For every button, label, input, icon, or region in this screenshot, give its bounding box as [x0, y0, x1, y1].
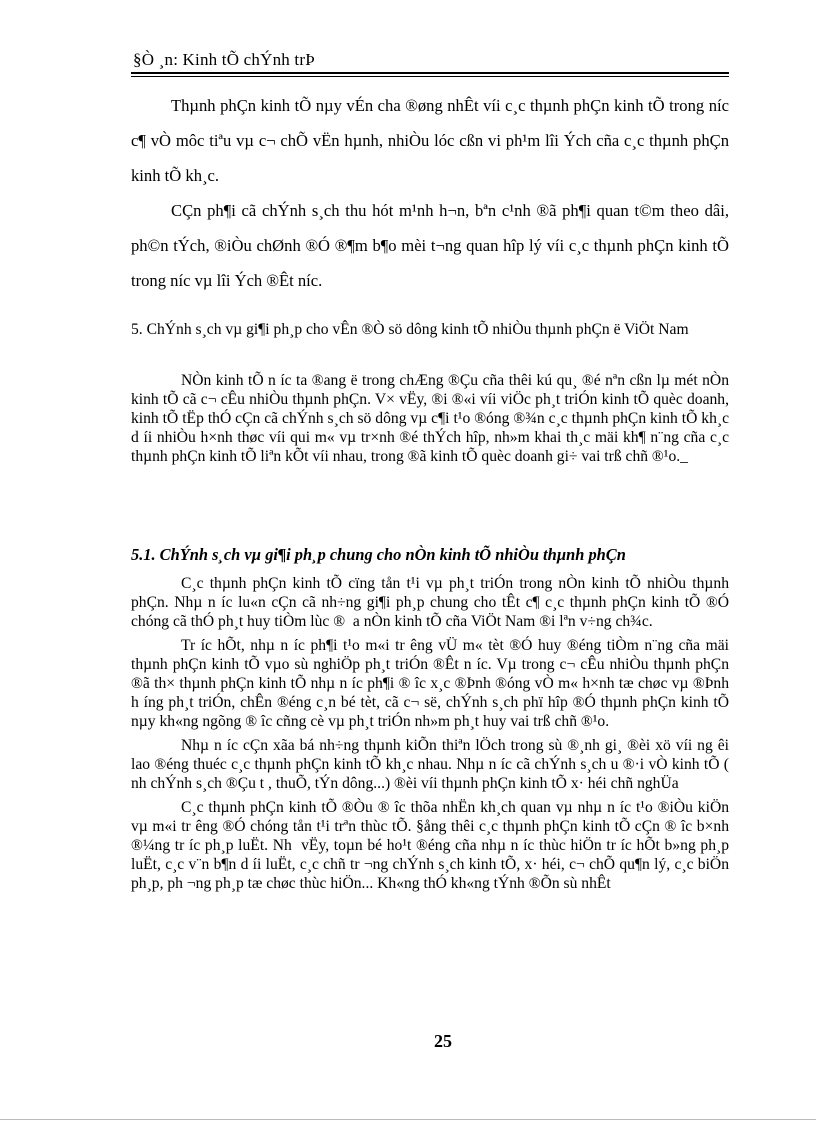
section-5-1-heading: 5.1. ChÝnh s¸ch vµ gi¶i ph¸p chung cho nÒn kinh tÕ nhiÒu thµnh phÇn [131, 545, 626, 564]
header-rule-thick [131, 72, 729, 74]
section-5-heading: 5. ChÝnh s¸ch vµ gi¶i ph¸p cho vÊn ®Ò sö dông kinh tÕ nhiÒu thµnh phÇn ë ViÖt Nam [131, 321, 689, 338]
page-bottom-edge [0, 1119, 816, 1120]
intro-paragraph-1: Thµnh phÇn kinh tÕ nµy vÉn cha ®øng nhÊt víi c¸c thµnh phÇn kinh tÕ trong níc c¶ vÒ môc tiªu vµ c¬ chÕ vËn hµnh, nhiÒu lóc cßn vi ph¹m lîi Ých cña c¸c thµnh phÇn kinh tÕ kh¸c. [131, 96, 729, 185]
section-5-paragraph: NÒn kinh tÕ n íc ta ®ang ë trong chÆng ®Çu cña thêi kú qu¸ ®é nªn cßn lµ mét nÒn kinh tÕ cã c¬ cÊu nhiÒu thµnh phÇn. V× vËy, ®i ®«i víi viÖc ph¸t triÓn kinh tÕ quèc doanh, kinh tÕ tËp thÓ cÇn cã chÝnh s¸ch sö dông vµ c¶i t¹o ®óng ®¾n c¸c thµnh phÇn kinh tÕ kh¸c d íi nhiÒu h×nh thøc víi qui m« vµ tr×nh ®é thÝch hîp, nh»m khai th¸c mäi kh¶ n¨ng cña c¸c thµnh phÇn kinh tÕ liªn kÕt víi nhau, trong ®ã kinh tÕ quèc doanh gi÷ vai trß chñ ®¹o._ [131, 372, 729, 465]
section-5-1-paragraph-2: Tr íc hÕt, nhµ n íc ph¶i t¹o m«i tr êng vÜ m« tèt ®Ó huy ®éng tiÒm n¨ng cña mäi thµnh phÇn kinh tÕ vµo sù nghiÖp ph¸t triÓn ®Êt n íc. Vµ trong c¬ cÊu nhiÒu thµnh phÇn ®ã th× thµnh phÇn kinh tÕ nhµ n íc ph¶i ® îc x¸c ®Þnh ®óng vÒ m« h×nh tæ chøc vµ ®Þnh h íng ph¸t triÓn, chÊn ®éng c¸n bé tèt, cã c¬ së, chÝnh s¸ch phï hîp ®Ó thµnh phÇn kinh tÕ nµy kh«ng ngõng ® îc cñng cè vµ ph¸t triÓn nh»m ph¸t huy vai trß chñ ®¹o. [131, 637, 729, 730]
intro-paragraph-2: CÇn ph¶i cã chÝnh s¸ch thu hót m¹nh h¬n, bªn c¹nh ®ã ph¶i quan t©m theo dâi, ph©n tÝch, ®iÒu chØnh ®Ó ®¶m b¶o mèi t¬ng quan hîp lý víi c¸c thµnh phÇn kinh tÕ trong níc vµ lîi Ých ®Êt níc. [131, 201, 729, 290]
running-header: §Ò ¸n: Kinh tÕ chÝnh trÞ [133, 50, 315, 69]
intro-text [131, 88, 729, 298]
section-5-1-paragraph-4: C¸c thµnh phÇn kinh tÕ ®Òu ® îc thõa nhËn kh¸ch quan vµ nhµ n íc t¹o ®iÒu kiÖn vµ m«i tr êng ®Ó chóng tån t¹i trªn thùc tÕ. §ång thêi c¸c thµnh phÇn kinh tÕ cÇn ® îc b×nh ®¼ng tr íc ph¸p luËt. Nh vËy, toµn bé ho¹t ®éng cña nhµ n íc thùc hiÖn tr íc hÕt b»ng ph¸p luËt, c¸c v¨n b¶n d íi luËt, c¸c chñ tr ¬ng chÝnh s¸ch kinh tÕ, x· héi, c¬ chÕ qu¶n lý, c¸c biÖn ph¸p, ph ¬ng ph¸p tæ chøc thùc hiÖn... Kh«ng thÓ kh«ng tÝnh ®Õn sù nhÊt [131, 799, 729, 892]
section-5-1-paragraph-1: C¸c thµnh phÇn kinh tÕ cïng tån t¹i vµ ph¸t triÓn trong nÒn kinh tÕ nhiÒu thµnh phÇn. Nhµ n íc lu«n cÇn cã nh÷ng gi¶i ph¸p chung cho tÊt c¶ c¸c thµnh phÇn kinh tÕ ®Ó chóng cã thÓ ph¸t huy tiÒm lùc ® a nÒn kinh tÕ cña ViÖt Nam ®i lªn v÷ng ch¾c. [131, 575, 729, 630]
page-number: 25 [434, 1031, 452, 1051]
section-5-1-paragraph-3: Nhµ n íc cÇn xãa bá nh÷ng thµnh kiÕn thiªn lÖch trong sù ®¸nh gi¸ ®èi xö víi ng êi lao ®éng thuéc c¸c thµnh phÇn kinh tÕ kh¸c nhau. Nhµ n íc cã chÝnh s¸ch u ®·i vÒ kinh tÕ ( nh chÝnh s¸ch ®Çu t , thuÕ, tÝn dông...) ®èi víi thµnh phÇn kinh tÕ x· héi chñ nghÜa [131, 737, 729, 792]
header-rule-thin [131, 76, 729, 77]
section-5-body [131, 371, 729, 466]
section-5-1-body [131, 574, 729, 893]
